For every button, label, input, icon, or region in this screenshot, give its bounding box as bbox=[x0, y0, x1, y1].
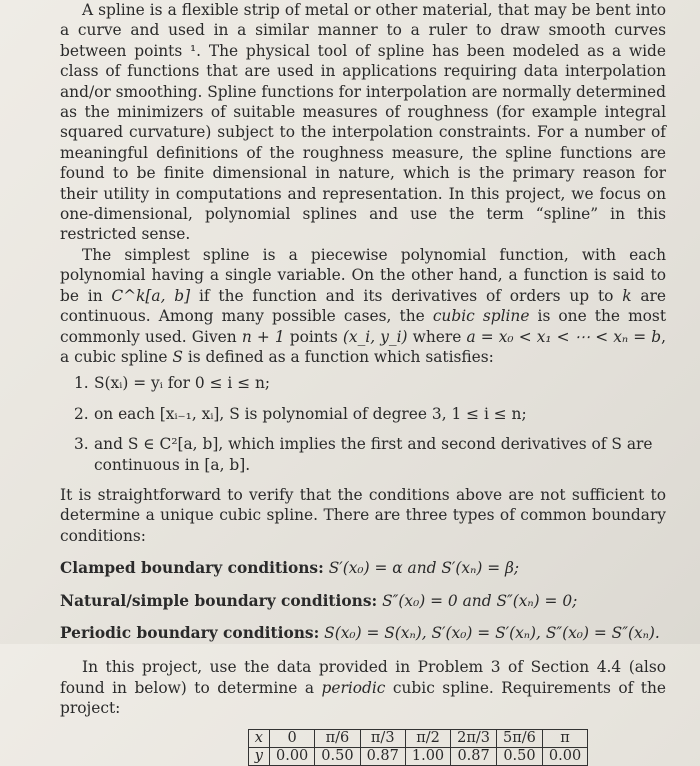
table-cell: 1.00 bbox=[405, 747, 450, 765]
data-table bbox=[248, 729, 588, 766]
list-number: 3. bbox=[74, 435, 89, 454]
clamped-boundary bbox=[60, 558, 666, 578]
math-k: k bbox=[622, 286, 632, 305]
conditions-list bbox=[60, 373, 666, 475]
table-header-y: y bbox=[248, 747, 269, 765]
periodic-term: periodic bbox=[321, 678, 386, 697]
list-item bbox=[60, 404, 666, 424]
text-run: is one the most commonly used. Given bbox=[60, 307, 667, 346]
text-run: In this project, use the data provided in Problem 3 of Section 4.4 (also found in below) to determine a bbox=[60, 658, 666, 697]
data-table-wrapper bbox=[170, 729, 666, 766]
table-header-x: x bbox=[248, 729, 269, 747]
table-cell: 2π/3 bbox=[451, 729, 497, 747]
text-run: The simplest spline is a piecewise polynomial function, with each polynomial having a single variable. On the other hand, a function is said to be in bbox=[60, 245, 666, 305]
list-item bbox=[60, 373, 666, 393]
list-text: S(xᵢ) = yᵢ for 0 ≤ i ≤ n; bbox=[94, 374, 271, 393]
text-run: points bbox=[284, 327, 343, 346]
table-cell: 0.87 bbox=[451, 747, 497, 765]
table-row bbox=[248, 747, 587, 765]
cubic-spline-term: cubic spline bbox=[432, 307, 530, 326]
list-text: and S ∈ C²[a, b], which implies the first and second derivatives of S are continuous in [a, b]. bbox=[94, 435, 653, 474]
boundary-label: Periodic boundary conditions: bbox=[60, 623, 320, 642]
table-cell: 0.00 bbox=[269, 747, 314, 765]
text-run: is defined as a function which satisfies: bbox=[182, 347, 494, 366]
boundary-label: Clamped boundary conditions: bbox=[60, 559, 324, 578]
table-cell: π bbox=[542, 729, 587, 747]
math-S: S bbox=[172, 347, 183, 366]
table-cell: π/2 bbox=[405, 729, 450, 747]
periodic-boundary bbox=[60, 623, 666, 643]
math-ck: C^k[a, b] bbox=[111, 286, 191, 305]
text-run: , a cubic spline bbox=[60, 327, 666, 366]
list-text: on each [xᵢ₋₁, xᵢ], S is polynomial of degree 3, 1 ≤ i ≤ n; bbox=[94, 404, 527, 423]
project-paragraph bbox=[60, 657, 666, 718]
table-cell: π/3 bbox=[360, 729, 405, 747]
math-points: (x_i, y_i) bbox=[342, 327, 408, 346]
list-item bbox=[60, 434, 666, 475]
table-row bbox=[248, 729, 587, 747]
spline-definition-paragraph bbox=[60, 245, 666, 367]
list-number: 2. bbox=[74, 404, 89, 423]
boundary-expr: S(x₀) = S(xₙ), S′(x₀) = S′(xₙ), S″(x₀) = S″(xₙ). bbox=[324, 623, 660, 642]
math-ordering: a = x₀ < x₁ < ⋯ < xₙ = b bbox=[466, 327, 662, 346]
text-run: where bbox=[407, 327, 467, 346]
text-run: are continuous. Among many possible cases, the bbox=[60, 286, 666, 326]
table-cell: 0.50 bbox=[497, 747, 543, 765]
text-run: if the function and its derivatives of orders up to bbox=[190, 286, 623, 305]
boundary-intro-paragraph: It is straightforward to verify that the conditions above are not sufficient to determine a unique cubic spline. There are three types of common boundary conditions: bbox=[60, 485, 666, 545]
table-cell: 5π/6 bbox=[497, 729, 543, 747]
intro-paragraph: A spline is a flexible strip of metal or other material, that may be bent into a curve and used in a similar manner to a ruler to draw smooth curves between points ¹. The physical tool of spline has been modeled as a wide class of functions that are used in applications requiring data interpolation and/or smoothing. Spline functions for interpolation are normally determined as the minimizers of suitable measures of roughness (for example integral squared curvature) subject to the interpolation constraints. For a number of meaningful definitions of the roughness measure, the spline functions are found to be finite dimensional in nature, which is the primary reason for their utility in computations and representation. In this project, we focus on one-dimensional, polynomial splines and use the term “spline” in this restricted sense. bbox=[60, 1, 666, 244]
boundary-label: Natural/simple boundary conditions: bbox=[60, 591, 378, 610]
table-cell: 0.87 bbox=[360, 747, 405, 765]
text-run: cubic spline. Requirements of the project: bbox=[60, 678, 666, 718]
boundary-expr: S″(x₀) = 0 and S″(xₙ) = 0; bbox=[382, 591, 578, 610]
table-cell: 0 bbox=[269, 729, 314, 747]
boundary-expr: S′(x₀) = α and S′(xₙ) = β; bbox=[328, 559, 520, 578]
table-cell: 0.50 bbox=[315, 747, 360, 765]
table-cell: π/6 bbox=[315, 729, 360, 747]
list-number: 1. bbox=[74, 374, 89, 393]
table-cell: 0.00 bbox=[542, 747, 587, 765]
natural-boundary bbox=[60, 591, 666, 611]
math-n-plus-1: n + 1 bbox=[241, 327, 285, 346]
